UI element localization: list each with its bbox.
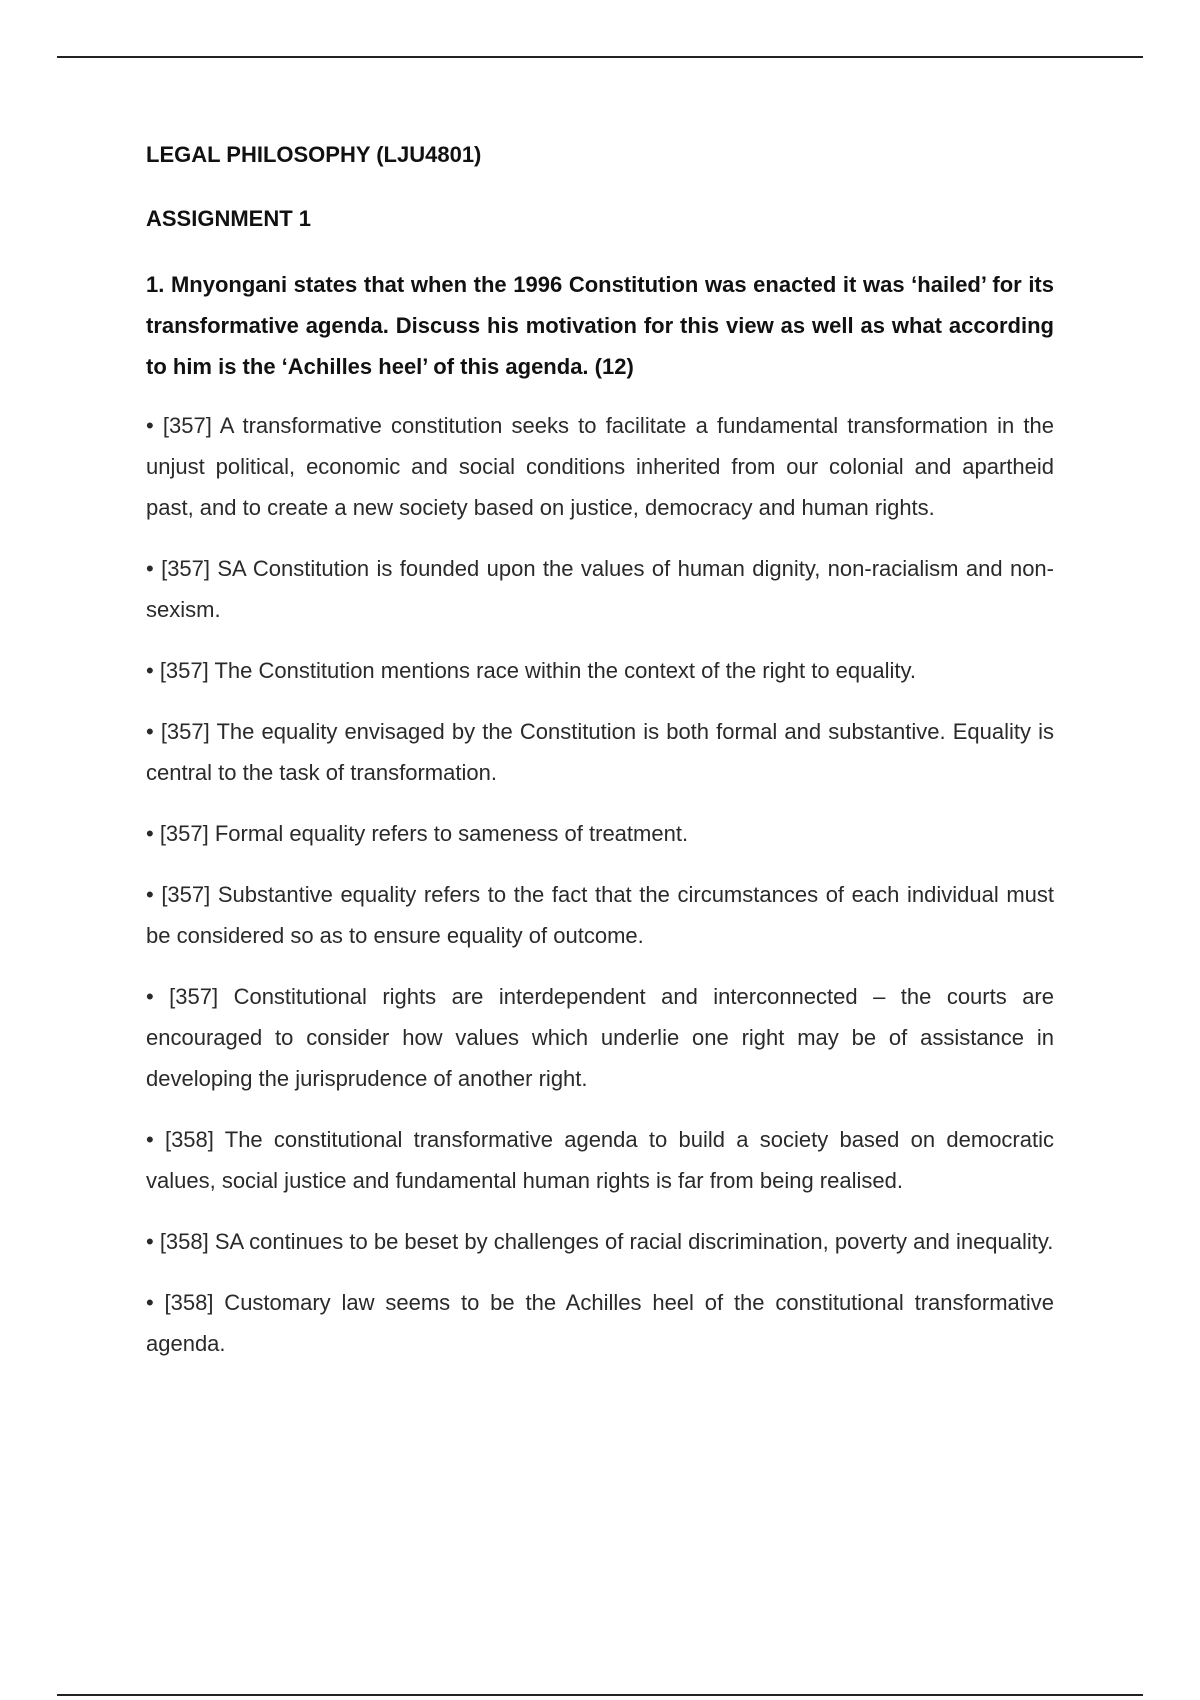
bullet-list	[146, 405, 1054, 1364]
course-title: LEGAL PHILOSOPHY (LJU4801)	[146, 142, 482, 167]
bullet-item: • [358] SA continues to be beset by challenges of racial discrimination, poverty and inequality.	[146, 1229, 1054, 1254]
bullet-item: • [358] The constitutional transformative agenda to build a society based on democratic values, social justice and fundamental human rights is far from being realised.	[146, 1127, 1054, 1193]
bullet-item: • [357] The equality envisaged by the Constitution is both formal and substantive. Equality is central to the task of transformation.	[146, 719, 1054, 785]
bullet-item: • [357] SA Constitution is founded upon the values of human dignity, non-racialism and non-sexism.	[146, 556, 1054, 622]
bullet-item: • [357] The Constitution mentions race within the context of the right to equality.	[146, 658, 916, 683]
assignment-title: ASSIGNMENT 1	[146, 206, 312, 231]
bullet-item: • [357] Constitutional rights are interdependent and interconnected – the courts are encouraged to consider how values which underlie one right may be of assistance in developing the jurisprudence of another right.	[146, 984, 1054, 1091]
bullet-item: • [357] Substantive equality refers to the fact that the circumstances of each individual must be considered so as to ensure equality of outcome.	[146, 882, 1054, 948]
question-text: 1. Mnyongani states that when the 1996 Constitution was enacted it was ‘hailed’ for its transformative agenda. Discuss his motivation for this view as well as what according to him is the ‘Achilles heel’ of this agenda. (12)	[146, 272, 1054, 379]
top-rule	[57, 56, 1143, 58]
bullet-item: • [357] A transformative constitution seeks to facilitate a fundamental transformation in the unjust political, economic and social conditions inherited from our colonial and apartheid past, and to create a new society based on justice, democracy and human rights.	[146, 413, 1054, 520]
bottom-rule	[57, 1694, 1143, 1696]
document-body	[146, 140, 1054, 1384]
bullet-item: • [358] Customary law seems to be the Achilles heel of the constitutional transformative agenda.	[146, 1290, 1054, 1356]
bullet-item: • [357] Formal equality refers to sameness of treatment.	[146, 821, 689, 846]
